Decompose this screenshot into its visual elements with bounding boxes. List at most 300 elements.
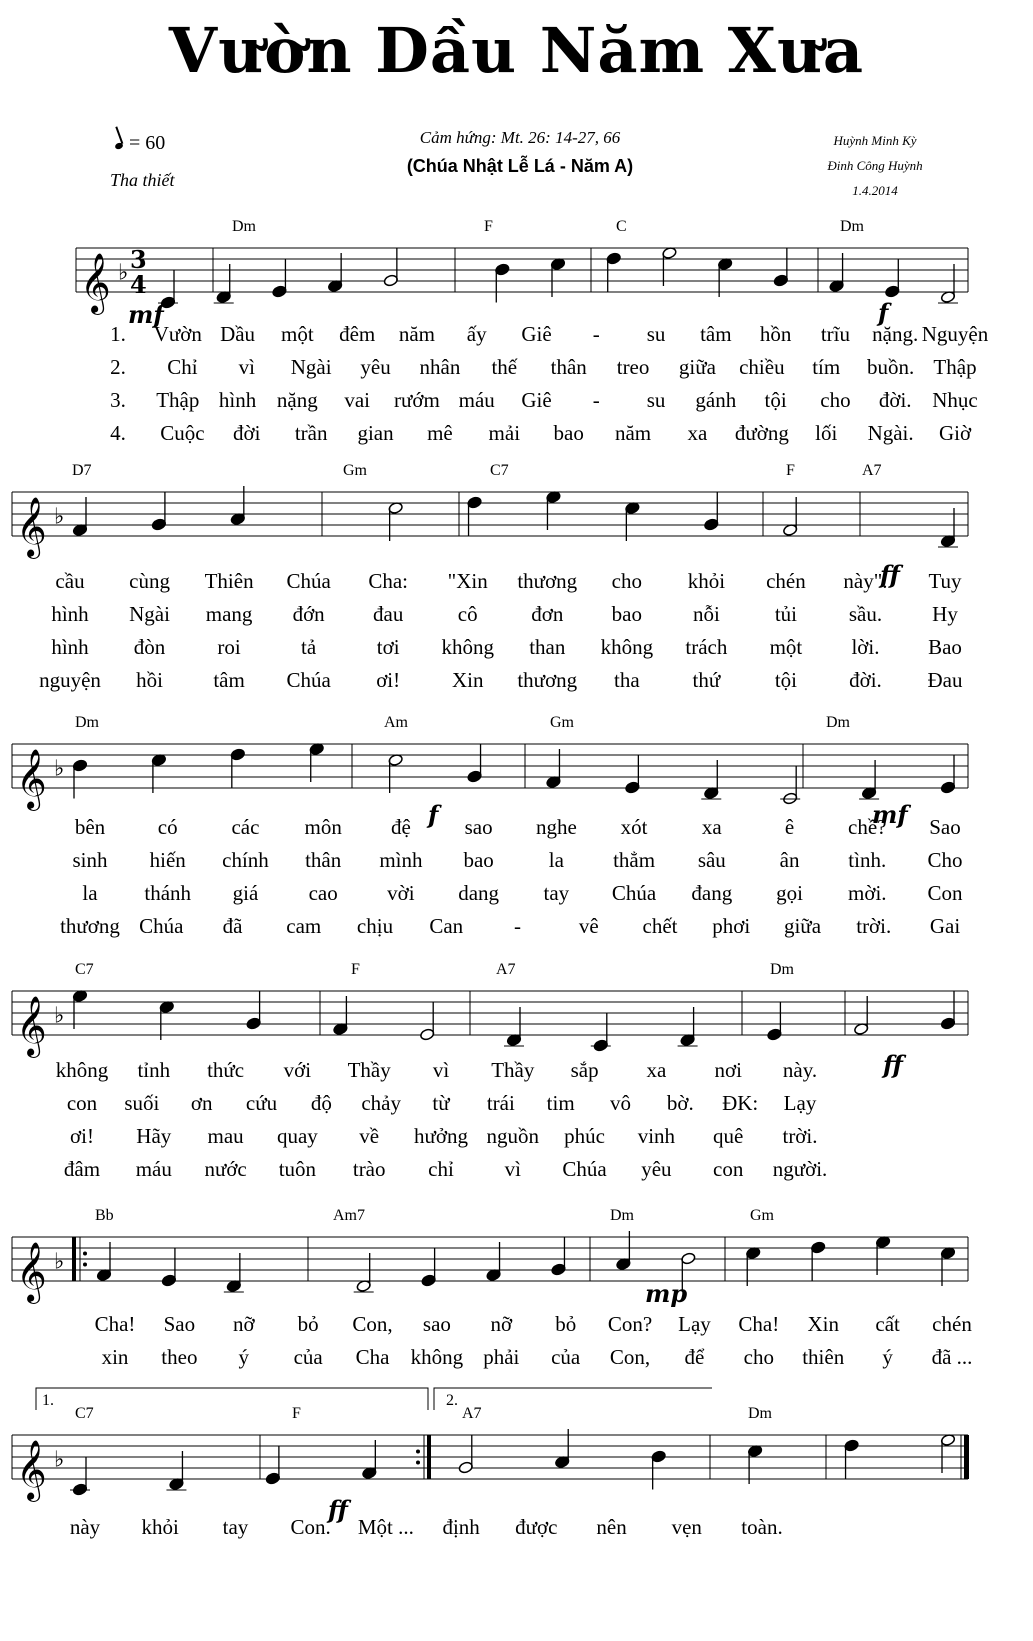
staff-system — [12, 486, 968, 559]
lyric-syllable: thiên — [802, 1345, 845, 1369]
lyric-syllable: Cha! — [94, 1312, 136, 1336]
lyric-syllable: thức — [207, 1058, 245, 1082]
lyric-syllable: than — [529, 635, 566, 659]
lyric-syllable: Con, — [352, 1312, 393, 1336]
chord-symbol: Dm — [840, 218, 864, 235]
dynamic-marking: f — [878, 298, 889, 327]
chord-symbol: D7 — [72, 462, 92, 479]
lyric-syllable: phúc — [564, 1124, 606, 1148]
lyric-syllable: tủi — [774, 602, 797, 626]
lyric-syllable: tâm — [700, 322, 732, 346]
lyric-syllable: nghe — [535, 815, 577, 839]
lyricist-name: Huỳnh Minh Kỳ — [833, 133, 917, 148]
lyric-syllable: Hy — [932, 602, 958, 626]
lyric-syllable: tâm — [213, 668, 245, 692]
lyric-syllable: Sao — [929, 815, 961, 839]
composition-date: 1.4.2014 — [852, 183, 898, 198]
lyric-syllable: Giờ — [938, 421, 972, 445]
lyric-syllable: ý — [882, 1345, 893, 1369]
lyric-syllable: ơn — [190, 1091, 213, 1115]
lyric-syllable: đớn — [292, 602, 325, 626]
lyric-syllable: Lạy — [678, 1312, 711, 1336]
lyric-syllable: thế — [491, 355, 518, 379]
lyric-syllable: sâu — [697, 848, 726, 872]
lyric-syllable: của — [293, 1345, 323, 1369]
repeat-start-thick-barline — [72, 1237, 76, 1281]
lyric-syllable: su — [646, 322, 666, 346]
lyric-syllable: tội — [764, 388, 787, 412]
lyric-syllable: theo — [161, 1345, 198, 1369]
lyric-syllable: Thầy — [347, 1058, 391, 1082]
lyric-syllable: Nguyện — [921, 322, 989, 346]
lyric-syllable: có — [157, 815, 178, 839]
lyric-syllable: Hãy — [136, 1124, 172, 1148]
lyric-syllable: cô — [457, 602, 478, 626]
lyric-syllable: Xin — [807, 1312, 839, 1336]
lyric-syllable: tơi — [376, 635, 400, 659]
lyric-syllable: Chúa — [286, 569, 331, 593]
lyric-syllable: quê — [713, 1124, 744, 1148]
lyric-syllable: ơi! — [376, 668, 401, 692]
lyric-syllable: bờ. — [666, 1091, 694, 1115]
lyric-syllable: lối — [815, 421, 838, 445]
lyric-syllable: chén — [766, 569, 806, 593]
dynamic-marking: ff — [328, 1495, 348, 1524]
lyric-syllable: Chúa — [611, 881, 657, 905]
lyric-syllable: cam — [286, 914, 322, 938]
lyric-syllable: tình. — [848, 848, 887, 872]
lyric-syllable: treo — [616, 355, 650, 379]
lyric-syllable: nỡ — [232, 1312, 255, 1336]
chord-symbol: Dm — [610, 1207, 634, 1224]
lyric-syllable: năm — [614, 421, 652, 445]
lyric-syllable: phải — [483, 1345, 520, 1369]
lyric-syllable: vai — [344, 388, 370, 412]
lyric-syllable: máu — [135, 1157, 172, 1181]
lyric-syllable: ơi! — [70, 1124, 94, 1148]
lyric-syllable: yêu — [641, 1157, 672, 1181]
lyric-syllable: Một ... — [357, 1515, 414, 1539]
chord-symbol: Gm — [550, 714, 574, 731]
lyric-syllable: 4. — [110, 421, 126, 445]
lyric-syllable: ý — [238, 1345, 250, 1369]
chord-symbol: F — [351, 961, 360, 978]
lyric-syllable: Thập — [156, 388, 200, 412]
lyric-syllable: vê — [578, 914, 599, 938]
lyric-syllable: "Xin — [447, 569, 488, 593]
lyric-syllable: trần — [294, 421, 328, 445]
lyric-syllable: ấy — [466, 322, 487, 346]
lyric-syllable: thẳm — [613, 848, 656, 872]
lyric-syllable: mê — [427, 421, 453, 445]
lyric-syllable: roi — [217, 635, 241, 659]
final-thick-barline — [964, 1435, 969, 1479]
time-signature-numerator: 3 — [130, 245, 147, 274]
lyric-syllable: nên — [596, 1515, 627, 1539]
lyric-syllable: Con? — [607, 1312, 653, 1336]
lyric-syllable: su — [646, 388, 666, 412]
lyric-syllable: đời. — [878, 388, 912, 412]
lyric-syllable: sao — [464, 815, 493, 839]
lyric-syllable: bên — [74, 815, 106, 839]
lyric-syllable: buồn. — [866, 355, 915, 379]
staff-system — [12, 989, 968, 1058]
lyric-syllable: 3. — [110, 388, 126, 412]
chord-symbol: Dm — [770, 961, 794, 978]
chord-symbol: Bb — [95, 1207, 114, 1224]
lyric-syllable: sinh — [72, 848, 108, 872]
lyric-syllable: trời. — [856, 914, 892, 938]
lyric-syllable: phơi — [712, 914, 751, 938]
lyric-syllable: để — [684, 1345, 705, 1369]
lyric-syllable: Ngài. — [867, 421, 914, 445]
lyric-syllable: - — [514, 914, 521, 938]
lyric-syllable: rướm — [394, 388, 440, 412]
lyric-syllable: tả — [301, 635, 317, 659]
chord-symbol: F — [292, 1405, 301, 1422]
lyric-syllable: Chúa — [562, 1157, 607, 1181]
chord-symbol: C7 — [75, 961, 94, 978]
lyric-syllable: Bao — [928, 635, 962, 659]
lyric-syllable: Cho — [927, 848, 963, 872]
lyric-syllable: 2. — [110, 355, 126, 379]
lyric-syllable: Dầu — [220, 322, 256, 346]
lyric-syllable: Đau — [927, 668, 963, 692]
lyric-syllable: Nhục — [932, 388, 978, 412]
lyric-syllable: môn — [304, 815, 342, 839]
lyric-syllable: chén — [932, 1312, 972, 1336]
lyric-syllable: cứu — [245, 1091, 278, 1115]
lyric-syllable: Thập — [933, 355, 977, 379]
lyric-syllable: được — [515, 1515, 558, 1539]
lyric-syllable: toàn. — [741, 1515, 783, 1539]
lyric-syllable: bao — [611, 602, 642, 626]
lyric-syllable: lời. — [851, 635, 880, 659]
lyric-syllable: độ — [310, 1091, 332, 1115]
chord-symbol: F — [484, 218, 493, 235]
lyric-syllable: Ngài — [290, 355, 332, 379]
lyric-syllable: Lạy — [783, 1091, 817, 1115]
treble-clef-icon: 𝄞 — [16, 1242, 47, 1302]
lyric-syllable: mang — [205, 602, 253, 626]
lyric-syllable: cùng — [129, 569, 170, 593]
chord-symbol: Dm — [75, 714, 99, 731]
flat-key-signature-icon: ♭ — [54, 1003, 65, 1029]
lyric-syllable: nỡ — [490, 1312, 513, 1336]
lyric-syllable: mời. — [848, 881, 887, 905]
lyric-syllable: giữa — [783, 914, 822, 938]
expression-marking: Tha thiết — [110, 170, 175, 190]
lyric-syllable: một — [281, 322, 314, 346]
lyric-syllable: Con — [927, 881, 963, 905]
volta-number: 2. — [446, 1392, 458, 1409]
lyric-syllable: Con. — [290, 1515, 331, 1539]
lyric-syllable: vinh — [637, 1124, 676, 1148]
lyric-syllable: thương — [60, 914, 120, 938]
lyric-syllable: Can — [429, 914, 464, 938]
lyric-syllable: Xin — [451, 668, 484, 692]
lyric-syllable: cầu — [55, 569, 85, 593]
lyric-syllable: đang — [691, 881, 733, 905]
lyric-syllable: tỉnh — [137, 1058, 171, 1082]
lyric-syllable: chết — [642, 914, 678, 938]
dynamic-marking: ff — [883, 1050, 903, 1079]
lyric-syllable: vời — [387, 881, 415, 905]
treble-clef-icon: 𝄞 — [80, 253, 111, 313]
lyric-syllable: Giê — [521, 322, 552, 346]
flat-key-signature-icon: ♭ — [54, 1249, 65, 1275]
lyric-syllable: đời — [233, 421, 261, 445]
repeat-dot — [416, 1461, 420, 1465]
flat-key-signature-icon: ♭ — [54, 756, 65, 782]
repeat-dot — [83, 1252, 87, 1256]
lyric-syllable: tha — [613, 668, 640, 692]
lyric-syllable: hưởng — [414, 1124, 468, 1148]
lyric-syllable: các — [231, 815, 260, 839]
lyric-syllable: đã — [222, 914, 243, 938]
lyric-syllable: hồn — [759, 322, 792, 346]
staff-system — [12, 1388, 969, 1502]
lyric-syllable: người. — [772, 1157, 828, 1181]
lyric-syllable: Chúa — [286, 668, 331, 692]
lyric-syllable: gian — [357, 421, 394, 445]
lyric-syllable: chề? — [848, 815, 887, 839]
lyric-syllable: ân — [779, 848, 800, 872]
lyric-syllable: mình — [379, 848, 423, 872]
lyric-syllable: nơi — [714, 1058, 742, 1082]
lyric-syllable: thương — [517, 569, 578, 593]
flat-key-signature-icon: ♭ — [54, 504, 65, 530]
lyric-syllable: cao — [308, 881, 338, 905]
lyric-syllable: sao — [422, 1312, 451, 1336]
lyric-syllable: Sao — [163, 1312, 196, 1336]
repeat-dot — [83, 1263, 87, 1267]
lyric-syllable: đời. — [849, 668, 882, 692]
lyric-syllable: với — [283, 1058, 312, 1082]
chord-symbol: Am7 — [333, 1207, 365, 1224]
lyric-syllable: Gai — [929, 914, 961, 938]
lyric-syllable: đâm — [63, 1157, 101, 1181]
lyric-syllable: chiều — [739, 355, 785, 379]
lyric-syllable: bỏ — [555, 1312, 577, 1336]
lyric-syllable: cho — [743, 1345, 775, 1369]
lyric-syllable: định — [442, 1515, 480, 1539]
lyric-syllable: đêm — [339, 322, 376, 346]
lyric-syllable: đòn — [133, 635, 166, 659]
lyric-syllable: Cuộc — [160, 421, 205, 445]
lyric-syllable: Tuy — [928, 569, 962, 593]
lyric-syllable: xa — [701, 815, 722, 839]
lyric-syllable: tim — [546, 1091, 575, 1115]
chord-symbol: F — [786, 462, 795, 479]
lyric-syllable: bao — [463, 848, 494, 872]
lyric-syllable: đau — [373, 602, 404, 626]
lyric-syllable: quay — [276, 1124, 318, 1148]
lyric-syllable: chính — [222, 848, 269, 872]
repeat-dot — [416, 1450, 420, 1454]
lyric-syllable: tím — [812, 355, 841, 379]
lyric-syllable: vì — [238, 355, 255, 379]
lyric-syllable: hiến — [149, 848, 186, 872]
lyric-syllable: trái — [486, 1091, 515, 1115]
lyric-syllable: tay — [543, 881, 570, 905]
lyric-syllable: không — [410, 1345, 464, 1369]
lyric-syllable: Thiên — [204, 569, 254, 593]
lyric-syllable: vẹn — [671, 1515, 702, 1539]
flat-key-signature-icon: ♭ — [54, 1447, 65, 1473]
lyric-syllable: đệ — [390, 815, 411, 839]
lyric-syllable: không — [600, 635, 654, 659]
chord-symbol: Gm — [750, 1207, 774, 1224]
lyric-syllable: thân — [305, 848, 342, 872]
lyric-syllable: nước — [204, 1157, 247, 1181]
staff-system — [12, 1231, 968, 1304]
lyric-syllable: Chỉ — [167, 355, 198, 379]
lyric-syllable: đường — [734, 421, 789, 445]
lyric-syllable: không — [55, 1058, 109, 1082]
tempo-value: = 60 — [129, 132, 166, 154]
lyric-syllable: vô — [610, 1091, 631, 1115]
lyric-syllable: này — [69, 1515, 101, 1539]
lyric-syllable: gánh — [695, 388, 737, 412]
lyric-syllable: ĐK: — [722, 1091, 759, 1115]
lyric-syllable: la — [548, 848, 564, 872]
lyric-syllable: này. — [782, 1058, 818, 1082]
lyric-syllable: con — [66, 1091, 98, 1115]
inspiration-reference: Cảm hứng: Mt. 26: 14-27, 66 — [419, 128, 621, 147]
lyric-syllable: chịu — [356, 914, 394, 938]
lyric-syllable: vì — [432, 1058, 450, 1082]
lyric-syllable: của — [551, 1345, 581, 1369]
staff-system — [12, 742, 968, 811]
song-title: Vườn Dầu Năm Xưa — [168, 14, 865, 87]
lyric-syllable: con — [713, 1157, 744, 1181]
lyric-syllable: xa — [646, 1058, 667, 1082]
lyric-syllable: trào — [352, 1157, 386, 1181]
lyric-syllable: nặng — [276, 388, 318, 412]
lyric-syllable: mải — [488, 421, 521, 445]
lyric-syllable: tay — [222, 1515, 249, 1539]
lyric-syllable: mau — [207, 1124, 244, 1148]
lyric-syllable: hình — [218, 388, 257, 412]
lyric-syllable: máu — [458, 388, 495, 412]
lyric-syllable: xót — [620, 815, 648, 839]
chord-symbol: Dm — [232, 218, 256, 235]
lyric-syllable: Ngài — [129, 602, 170, 626]
lyric-syllable: này". — [843, 569, 888, 593]
lyric-syllable: 1. — [110, 322, 126, 346]
lyric-syllable: tội — [774, 668, 797, 692]
chord-symbol: Gm — [343, 462, 367, 479]
lyric-syllable: trời. — [782, 1124, 818, 1148]
lyric-syllable: xin — [101, 1345, 129, 1369]
lyric-syllable: thánh — [144, 881, 192, 905]
treble-clef-icon: 𝄞 — [16, 749, 47, 809]
chord-symbol: Am — [384, 714, 408, 731]
lyric-syllable: cho — [611, 569, 642, 593]
staff-system — [76, 245, 968, 315]
volta-number: 1. — [42, 1392, 54, 1409]
lyric-syllable: nỗi — [692, 602, 720, 626]
dynamic-marking: mf — [872, 800, 908, 829]
lyric-syllable: ê — [784, 815, 795, 839]
lyric-syllable: dang — [458, 881, 500, 905]
lyric-syllable: Con, — [609, 1345, 651, 1369]
lyric-syllable: khỏi — [687, 569, 726, 593]
lyric-syllable: nguồn — [486, 1124, 540, 1148]
lyric-syllable: từ — [432, 1091, 450, 1115]
lyric-syllable: Vườn — [153, 322, 202, 346]
chord-symbol: C — [616, 218, 627, 235]
lyric-syllable: xa — [687, 421, 708, 445]
lyric-syllable: yêu — [360, 355, 391, 379]
lyric-syllable: năm — [398, 322, 435, 346]
lyric-syllable: bao — [553, 421, 584, 445]
treble-clef-icon: 𝄞 — [16, 1440, 47, 1500]
lyric-syllable: đơn — [531, 602, 564, 626]
lyric-syllable: Thầy — [491, 1058, 535, 1082]
lyric-syllable: la — [82, 881, 98, 905]
treble-clef-icon: 𝄞 — [16, 996, 47, 1056]
lyric-syllable: - — [592, 322, 600, 346]
lyric-syllable: sầu. — [848, 602, 883, 626]
lyric-syllable: đã ... — [931, 1345, 973, 1369]
volta-bracket — [36, 1388, 428, 1410]
chord-symbol: Dm — [748, 1405, 772, 1422]
flat-key-signature-icon: ♭ — [118, 260, 129, 286]
lyric-syllable: nặng. — [872, 322, 919, 346]
lyric-syllable: - — [592, 388, 600, 412]
lyric-syllable: cất — [875, 1312, 900, 1336]
lyric-syllable: Cha — [355, 1345, 390, 1369]
dynamic-marking: mp — [645, 1279, 688, 1308]
chord-symbol: A7 — [862, 462, 882, 479]
lyric-syllable: không — [441, 635, 494, 659]
lyric-syllable: cho — [820, 388, 851, 412]
chord-symbol: C7 — [490, 462, 509, 479]
lyric-syllable: thân — [550, 355, 587, 379]
lyric-syllable: một — [769, 635, 803, 659]
chord-symbol: A7 — [496, 961, 516, 978]
lyric-syllable: chỉ — [428, 1157, 454, 1181]
time-signature-denominator: 4 — [130, 270, 147, 299]
lyric-syllable: nguyện — [39, 668, 101, 692]
lyric-syllable: vì — [504, 1157, 521, 1181]
lyric-syllable: giữa — [678, 355, 716, 379]
lyric-syllable: nhân — [419, 355, 461, 379]
lyric-syllable: về — [359, 1124, 380, 1148]
lyric-syllable: hình — [51, 635, 89, 659]
lyric-syllable: gọi — [776, 881, 803, 905]
dynamic-marking: ff — [880, 560, 900, 589]
lyric-syllable: Cha! — [738, 1312, 780, 1336]
lyric-syllable: thương — [517, 668, 578, 692]
lyric-syllable: Giê — [521, 388, 552, 412]
dynamic-marking: mf — [128, 300, 164, 329]
lyric-syllable: giá — [232, 881, 259, 905]
lyric-syllable: trách — [685, 635, 728, 659]
lyric-syllable: hình — [51, 602, 89, 626]
lyric-syllable: sắp — [570, 1058, 599, 1082]
lyric-syllable: khỏi — [141, 1515, 179, 1539]
lyric-syllable: thứ — [692, 668, 721, 692]
lyric-syllable: trĩu — [820, 322, 851, 346]
liturgical-subtitle: (Chúa Nhật Lễ Lá - Năm A) — [406, 156, 634, 176]
lyric-syllable: suối — [124, 1091, 160, 1115]
lyric-syllable: Cha: — [368, 569, 409, 593]
composer-name: Đinh Công Huỳnh — [827, 158, 923, 173]
repeat-end-thick-barline — [427, 1435, 431, 1479]
